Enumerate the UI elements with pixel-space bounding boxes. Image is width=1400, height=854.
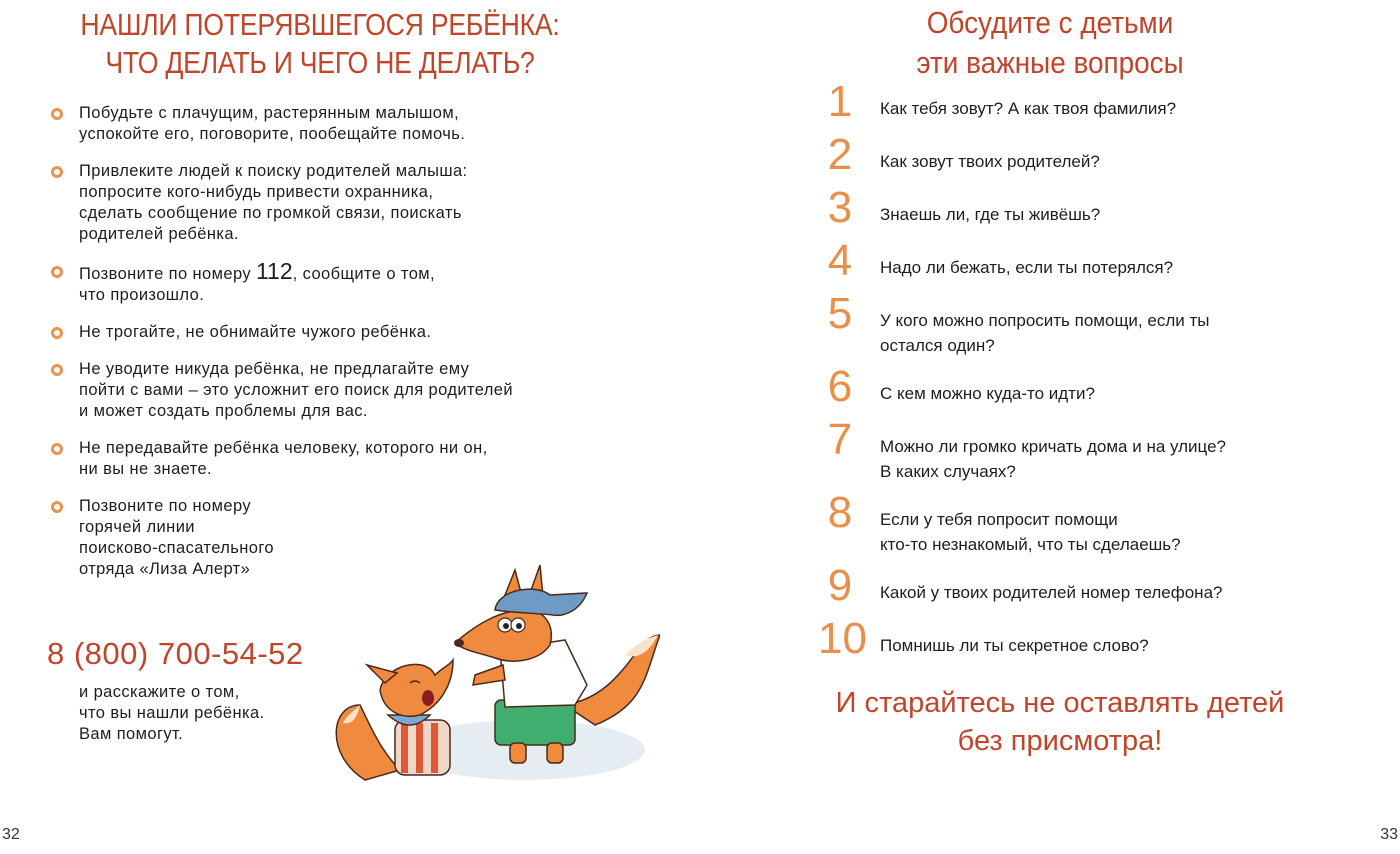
question-number: 4 [827,236,853,285]
closing-message: И старайтесь не оставлять детей без присмотра! [835,687,1285,757]
question-number: 2 [827,130,853,179]
question-item: 6 С кем можно куда-то идти? [818,373,1338,411]
bullet-circle-icon [51,501,63,513]
title-line: ЧТО ДЕЛАТЬ И ЧЕГО НЕ ДЕЛАТЬ? [105,45,535,80]
question-item: 10 Помнишь ли ты секретное слово? [818,614,1149,663]
question-item: 4 Надо ли бежать, если ты потерялся? [818,247,1338,285]
question-item: 3 Знаешь ли, где ты живёшь? [818,194,1338,232]
advice-item: Не трогайте, не обнимайте чужого ребёнка. [48,322,618,343]
bullet-circle-icon [51,166,63,178]
advice-list [48,103,618,596]
bullet-circle-icon [51,364,63,376]
question-number: 3 [827,183,853,232]
question-number: 1 [827,77,853,126]
question-number: 10 [818,614,867,663]
question-number: 7 [827,415,853,464]
left-page-title [79,6,561,82]
hotline-instructions: и расскажите о том, что вы нашли ребёнка. Вам помогут. [79,683,265,743]
question-number: 5 [827,289,853,338]
question-item: 5 У кого можно попросить помощи, если ты остался один? [818,300,1338,358]
page-number: 33 [1380,826,1398,843]
title-line: эти важные вопросы [916,45,1184,80]
right-page [700,0,1400,854]
bullet-circle-icon [51,108,63,120]
two-foxes-illustration [325,555,660,795]
emergency-number: 112 [255,258,293,284]
advice-item-emergency: Позвоните по номеру 112, сообщите о том, что произошло. [48,261,618,306]
page-number: 32 [2,826,20,843]
question-item: 9 Какой у твоих родителей номер телефона? [818,572,1338,610]
question-number: 6 [827,362,853,411]
right-page-title [834,3,1266,83]
question-number: 8 [827,488,853,537]
bullet-circle-icon [51,266,63,278]
question-item: 2 Как зовут твоих родителей? [818,141,1338,179]
bullet-circle-icon [51,443,63,455]
advice-item-hotline: Позвоните по номеру горячей линии поисково-спасательного отряда «Лиза Алерт» [48,496,618,580]
question-number: 9 [827,561,853,610]
question-item: 8 Если у тебя попросит помощи кто-то незнакомый, что ты сделаешь? [818,499,1338,557]
hotline-phone-number: 8 (800) 700-54-52 [47,636,304,671]
question-item: 1 Как тебя зовут? А как твоя фамилия? [818,88,1338,126]
advice-item: Побудьте с плачущим, растерянным малышом, успокойте его, поговорите, пообещайте помочь. [48,103,618,145]
bullet-circle-icon [51,327,63,339]
advice-item: Не передавайте ребёнка человеку, которого ни он, ни вы не знаете. [48,438,618,480]
advice-item: Привлеките людей к поиску родителей малыша: попросите кого-нибудь привести охранника, сделать сообщение по громкой связи, поискать родителей ребёнка. [48,161,618,245]
title-line: Обсудите с детьми [926,5,1174,40]
questions-list [818,77,1338,678]
question-item: 7 Можно ли громко кричать дома и на улице? В каких случаях? [818,426,1338,484]
advice-item: Не уводите никуда ребёнка, не предлагайте ему пойти с вами – это усложнит его поиск для родителей и может создать проблемы для вас. [48,359,618,422]
title-line: НАШЛИ ПОТЕРЯВШЕГОСЯ РЕБЁНКА: [80,7,560,42]
